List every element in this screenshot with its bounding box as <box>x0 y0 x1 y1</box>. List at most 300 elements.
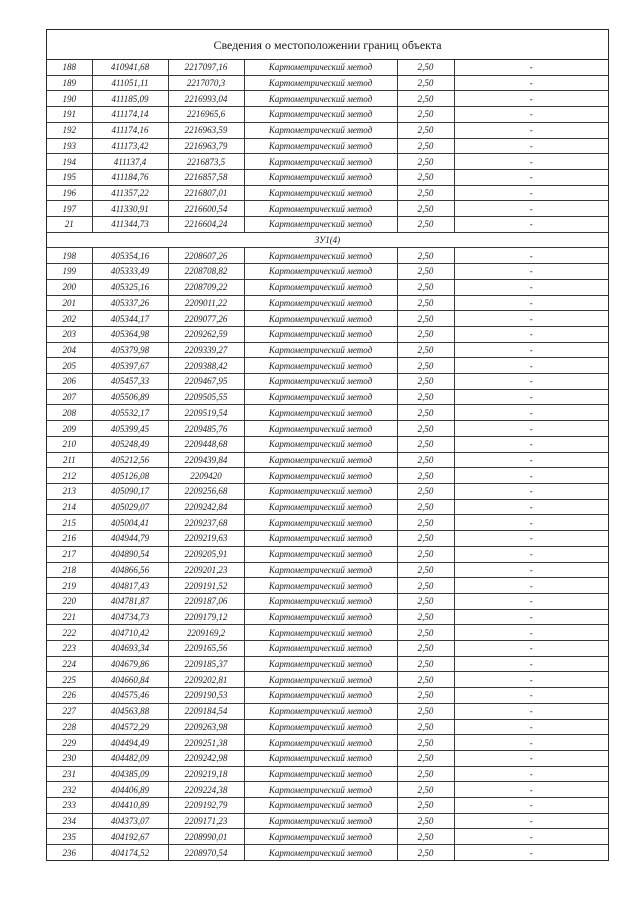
table-row <box>47 515 608 531</box>
document-frame <box>46 29 609 861</box>
point-number: 229 <box>47 735 92 751</box>
method-cell: Картометрический метод <box>244 326 397 342</box>
coord-y: 2209171,23 <box>168 813 244 829</box>
method-cell: Картометрический метод <box>244 750 397 766</box>
coord-y: 2209242,84 <box>168 499 244 515</box>
coord-y: 2209185,37 <box>168 656 244 672</box>
description-cell: - <box>454 264 608 280</box>
coord-x: 405506,89 <box>92 389 168 405</box>
coord-x: 405248,49 <box>92 436 168 452</box>
point-number: 208 <box>47 405 92 421</box>
method-cell: Картометрический метод <box>244 421 397 437</box>
method-cell: Картометрический метод <box>244 703 397 719</box>
coord-x: 405344,17 <box>92 311 168 327</box>
point-number: 207 <box>47 389 92 405</box>
point-number: 193 <box>47 138 92 154</box>
accuracy-cell: 2,50 <box>397 201 454 217</box>
description-cell: - <box>454 499 608 515</box>
table-row <box>47 405 608 421</box>
table-row <box>47 829 608 845</box>
coord-x: 404866,56 <box>92 562 168 578</box>
description-cell: - <box>454 279 608 295</box>
coord-x: 411357,22 <box>92 185 168 201</box>
point-number: 226 <box>47 688 92 704</box>
description-cell: - <box>454 389 608 405</box>
description-cell: - <box>454 248 608 264</box>
method-cell: Картометрический метод <box>244 60 397 75</box>
table-row <box>47 625 608 641</box>
accuracy-cell: 2,50 <box>397 515 454 531</box>
coord-x: 404734,73 <box>92 609 168 625</box>
accuracy-cell: 2,50 <box>397 326 454 342</box>
point-number: 222 <box>47 625 92 641</box>
table-row <box>47 641 608 657</box>
description-cell: - <box>454 703 608 719</box>
coord-x: 405532,17 <box>92 405 168 421</box>
method-cell: Картометрический метод <box>244 578 397 594</box>
coord-y: 2209169,2 <box>168 625 244 641</box>
coord-x: 404494,49 <box>92 735 168 751</box>
table-row <box>47 499 608 515</box>
accuracy-cell: 2,50 <box>397 295 454 311</box>
table-row <box>47 436 608 452</box>
coord-y: 2209263,98 <box>168 719 244 735</box>
method-cell: Картометрический метод <box>244 562 397 578</box>
coord-x: 405399,45 <box>92 421 168 437</box>
point-number: 210 <box>47 436 92 452</box>
accuracy-cell: 2,50 <box>397 641 454 657</box>
coordinates-table-body <box>47 60 608 860</box>
accuracy-cell: 2,50 <box>397 829 454 845</box>
method-cell: Картометрический метод <box>244 688 397 704</box>
coord-y: 2216604,24 <box>168 217 244 233</box>
accuracy-cell: 2,50 <box>397 374 454 390</box>
point-number: 215 <box>47 515 92 531</box>
coord-x: 404406,89 <box>92 782 168 798</box>
method-cell: Картометрический метод <box>244 515 397 531</box>
coord-y: 2216963,59 <box>168 122 244 138</box>
description-cell: - <box>454 562 608 578</box>
point-number: 194 <box>47 154 92 170</box>
description-cell: - <box>454 515 608 531</box>
description-cell: - <box>454 405 608 421</box>
description-cell: - <box>454 326 608 342</box>
coord-y: 2209485,76 <box>168 421 244 437</box>
point-number: 203 <box>47 326 92 342</box>
point-number: 202 <box>47 311 92 327</box>
coord-y: 2209202,81 <box>168 672 244 688</box>
method-cell: Картометрический метод <box>244 845 397 860</box>
coord-y: 2209251,38 <box>168 735 244 751</box>
table-row <box>47 185 608 201</box>
description-cell: - <box>454 91 608 107</box>
point-number: 198 <box>47 248 92 264</box>
table-row <box>47 107 608 123</box>
method-cell: Картометрический метод <box>244 436 397 452</box>
accuracy-cell: 2,50 <box>397 342 454 358</box>
table-row <box>47 609 608 625</box>
point-number: 211 <box>47 452 92 468</box>
coord-y: 2209201,23 <box>168 562 244 578</box>
method-cell: Картометрический метод <box>244 75 397 91</box>
description-cell: - <box>454 107 608 123</box>
description-cell: - <box>454 719 608 735</box>
accuracy-cell: 2,50 <box>397 107 454 123</box>
coord-y: 2209179,12 <box>168 609 244 625</box>
table-row <box>47 578 608 594</box>
description-cell: - <box>454 798 608 814</box>
description-cell: - <box>454 122 608 138</box>
table-row <box>47 374 608 390</box>
description-cell: - <box>454 656 608 672</box>
coord-y: 2209339,27 <box>168 342 244 358</box>
coord-x: 405457,33 <box>92 374 168 390</box>
description-cell: - <box>454 468 608 484</box>
accuracy-cell: 2,50 <box>397 468 454 484</box>
coord-x: 411185,09 <box>92 91 168 107</box>
point-number: 228 <box>47 719 92 735</box>
point-number: 205 <box>47 358 92 374</box>
method-cell: Картометрический метод <box>244 295 397 311</box>
description-cell: - <box>454 483 608 499</box>
coord-x: 405364,98 <box>92 326 168 342</box>
point-number: 219 <box>47 578 92 594</box>
coord-y: 2209205,91 <box>168 546 244 562</box>
table-row <box>47 389 608 405</box>
table-row <box>47 75 608 91</box>
coord-x: 410941,68 <box>92 60 168 75</box>
accuracy-cell: 2,50 <box>397 75 454 91</box>
description-cell: - <box>454 641 608 657</box>
method-cell: Картометрический метод <box>244 185 397 201</box>
description-cell: - <box>454 625 608 641</box>
table-row <box>47 201 608 217</box>
method-cell: Картометрический метод <box>244 91 397 107</box>
coord-y: 2216965,6 <box>168 107 244 123</box>
coord-y: 2217070,3 <box>168 75 244 91</box>
table-row <box>47 358 608 374</box>
page-title: Сведения о местоположении границ объекта <box>47 30 608 60</box>
point-number: 232 <box>47 782 92 798</box>
point-number: 233 <box>47 798 92 814</box>
point-number: 196 <box>47 185 92 201</box>
accuracy-cell: 2,50 <box>397 766 454 782</box>
description-cell: - <box>454 829 608 845</box>
method-cell: Картометрический метод <box>244 483 397 499</box>
accuracy-cell: 2,50 <box>397 138 454 154</box>
accuracy-cell: 2,50 <box>397 656 454 672</box>
point-number: 195 <box>47 169 92 185</box>
description-cell: - <box>454 452 608 468</box>
coord-y: 2216807,01 <box>168 185 244 201</box>
coord-x: 411174,16 <box>92 122 168 138</box>
coord-y: 2209388,42 <box>168 358 244 374</box>
point-number: 201 <box>47 295 92 311</box>
coord-y: 2208970,54 <box>168 845 244 860</box>
description-cell: - <box>454 358 608 374</box>
table-row <box>47 122 608 138</box>
accuracy-cell: 2,50 <box>397 217 454 233</box>
table-row <box>47 656 608 672</box>
point-number: 191 <box>47 107 92 123</box>
coord-x: 404572,29 <box>92 719 168 735</box>
method-cell: Картометрический метод <box>244 641 397 657</box>
point-number: 235 <box>47 829 92 845</box>
point-number: 218 <box>47 562 92 578</box>
coord-x: 405212,56 <box>92 452 168 468</box>
accuracy-cell: 2,50 <box>397 688 454 704</box>
table-row <box>47 138 608 154</box>
coord-x: 404192,67 <box>92 829 168 845</box>
method-cell: Картометрический метод <box>244 531 397 547</box>
accuracy-cell: 2,50 <box>397 436 454 452</box>
method-cell: Картометрический метод <box>244 279 397 295</box>
table-row <box>47 248 608 264</box>
coord-y: 2216993,04 <box>168 91 244 107</box>
coord-y: 2209077,26 <box>168 311 244 327</box>
description-cell: - <box>454 845 608 860</box>
accuracy-cell: 2,50 <box>397 499 454 515</box>
table-row <box>47 703 608 719</box>
method-cell: Картометрический метод <box>244 389 397 405</box>
accuracy-cell: 2,50 <box>397 672 454 688</box>
description-cell: - <box>454 609 608 625</box>
coord-x: 404660,84 <box>92 672 168 688</box>
coord-x: 405333,49 <box>92 264 168 280</box>
method-cell: Картометрический метод <box>244 798 397 814</box>
description-cell: - <box>454 750 608 766</box>
coord-y: 2209192,79 <box>168 798 244 814</box>
accuracy-cell: 2,50 <box>397 279 454 295</box>
accuracy-cell: 2,50 <box>397 185 454 201</box>
accuracy-cell: 2,50 <box>397 813 454 829</box>
coord-x: 411137,4 <box>92 154 168 170</box>
point-number: 217 <box>47 546 92 562</box>
table-row <box>47 845 608 860</box>
method-cell: Картометрический метод <box>244 122 397 138</box>
description-cell: - <box>454 311 608 327</box>
table-row <box>47 813 608 829</box>
accuracy-cell: 2,50 <box>397 389 454 405</box>
coord-x: 405397,67 <box>92 358 168 374</box>
table-row <box>47 326 608 342</box>
accuracy-cell: 2,50 <box>397 546 454 562</box>
accuracy-cell: 2,50 <box>397 782 454 798</box>
coord-y: 2216857,58 <box>168 169 244 185</box>
table-row <box>47 750 608 766</box>
method-cell: Картометрический метод <box>244 829 397 845</box>
description-cell: - <box>454 436 608 452</box>
coord-x: 404781,87 <box>92 593 168 609</box>
coord-y: 2208990,01 <box>168 829 244 845</box>
table-row <box>47 546 608 562</box>
coord-y: 2209237,68 <box>168 515 244 531</box>
description-cell: - <box>454 782 608 798</box>
table-row <box>47 562 608 578</box>
coord-x: 404710,42 <box>92 625 168 641</box>
description-cell: - <box>454 735 608 751</box>
table-row <box>47 452 608 468</box>
table-row <box>47 91 608 107</box>
coord-y: 2209262,59 <box>168 326 244 342</box>
coord-x: 411184,76 <box>92 169 168 185</box>
accuracy-cell: 2,50 <box>397 719 454 735</box>
accuracy-cell: 2,50 <box>397 358 454 374</box>
accuracy-cell: 2,50 <box>397 593 454 609</box>
accuracy-cell: 2,50 <box>397 531 454 547</box>
description-cell: - <box>454 688 608 704</box>
method-cell: Картометрический метод <box>244 593 397 609</box>
table-row <box>47 531 608 547</box>
accuracy-cell: 2,50 <box>397 91 454 107</box>
method-cell: Картометрический метод <box>244 107 397 123</box>
coord-y: 2209242,98 <box>168 750 244 766</box>
table-row <box>47 264 608 280</box>
accuracy-cell: 2,50 <box>397 703 454 719</box>
point-number: 227 <box>47 703 92 719</box>
point-number: 236 <box>47 845 92 860</box>
coord-y: 2216963,79 <box>168 138 244 154</box>
coord-y: 2209190,53 <box>168 688 244 704</box>
coord-x: 411344,73 <box>92 217 168 233</box>
section-label: ЗУ1(4) <box>47 232 608 248</box>
table-row <box>47 342 608 358</box>
coord-y: 2209187,06 <box>168 593 244 609</box>
accuracy-cell: 2,50 <box>397 562 454 578</box>
accuracy-cell: 2,50 <box>397 311 454 327</box>
coord-y: 2209219,63 <box>168 531 244 547</box>
coord-x: 404817,43 <box>92 578 168 594</box>
method-cell: Картометрический метод <box>244 625 397 641</box>
description-cell: - <box>454 75 608 91</box>
table-row <box>47 421 608 437</box>
accuracy-cell: 2,50 <box>397 421 454 437</box>
description-cell: - <box>454 421 608 437</box>
accuracy-cell: 2,50 <box>397 578 454 594</box>
method-cell: Картометрический метод <box>244 656 397 672</box>
coord-x: 404575,46 <box>92 688 168 704</box>
table-row <box>47 688 608 704</box>
description-cell: - <box>454 138 608 154</box>
coord-y: 2209505,55 <box>168 389 244 405</box>
description-cell: - <box>454 185 608 201</box>
coord-y: 2209439,84 <box>168 452 244 468</box>
coord-y: 2208607,26 <box>168 248 244 264</box>
coord-y: 2216600,54 <box>168 201 244 217</box>
coord-y: 2209467,95 <box>168 374 244 390</box>
method-cell: Картометрический метод <box>244 719 397 735</box>
description-cell: - <box>454 374 608 390</box>
accuracy-cell: 2,50 <box>397 625 454 641</box>
accuracy-cell: 2,50 <box>397 609 454 625</box>
coord-y: 2208709,22 <box>168 279 244 295</box>
point-number: 230 <box>47 750 92 766</box>
description-cell: - <box>454 342 608 358</box>
coord-x: 411330,91 <box>92 201 168 217</box>
point-number: 209 <box>47 421 92 437</box>
table-row <box>47 672 608 688</box>
coord-x: 404410,89 <box>92 798 168 814</box>
coord-x: 404482,09 <box>92 750 168 766</box>
method-cell: Картометрический метод <box>244 782 397 798</box>
accuracy-cell: 2,50 <box>397 248 454 264</box>
table-row <box>47 782 608 798</box>
point-number: 200 <box>47 279 92 295</box>
accuracy-cell: 2,50 <box>397 845 454 860</box>
method-cell: Картометрический метод <box>244 813 397 829</box>
description-cell: - <box>454 201 608 217</box>
coord-y: 2209011,22 <box>168 295 244 311</box>
method-cell: Картометрический метод <box>244 735 397 751</box>
description-cell: - <box>454 154 608 170</box>
accuracy-cell: 2,50 <box>397 60 454 75</box>
accuracy-cell: 2,50 <box>397 405 454 421</box>
method-cell: Картометрический метод <box>244 546 397 562</box>
accuracy-cell: 2,50 <box>397 122 454 138</box>
description-cell: - <box>454 766 608 782</box>
accuracy-cell: 2,50 <box>397 264 454 280</box>
method-cell: Картометрический метод <box>244 672 397 688</box>
coord-y: 2217097,16 <box>168 60 244 75</box>
point-number: 216 <box>47 531 92 547</box>
point-number: 206 <box>47 374 92 390</box>
table-row <box>47 311 608 327</box>
point-number: 212 <box>47 468 92 484</box>
coord-y: 2209448,68 <box>168 436 244 452</box>
method-cell: Картометрический метод <box>244 468 397 484</box>
method-cell: Картометрический метод <box>244 248 397 264</box>
point-number: 221 <box>47 609 92 625</box>
coord-x: 411173,42 <box>92 138 168 154</box>
description-cell: - <box>454 672 608 688</box>
description-cell: - <box>454 593 608 609</box>
point-number: 192 <box>47 122 92 138</box>
coord-y: 2209420 <box>168 468 244 484</box>
coord-y: 2209219,18 <box>168 766 244 782</box>
point-number: 189 <box>47 75 92 91</box>
table-row <box>47 169 608 185</box>
coord-x: 411051,11 <box>92 75 168 91</box>
coord-x: 405126,08 <box>92 468 168 484</box>
coord-x: 405090,17 <box>92 483 168 499</box>
coord-x: 405354,16 <box>92 248 168 264</box>
method-cell: Картометрический метод <box>244 154 397 170</box>
method-cell: Картометрический метод <box>244 169 397 185</box>
point-number: 188 <box>47 60 92 75</box>
coord-x: 404693,34 <box>92 641 168 657</box>
table-row <box>47 60 608 75</box>
coord-x: 405337,26 <box>92 295 168 311</box>
coord-y: 2209256,68 <box>168 483 244 499</box>
point-number: 21 <box>47 217 92 233</box>
point-number: 220 <box>47 593 92 609</box>
point-number: 234 <box>47 813 92 829</box>
description-cell: - <box>454 217 608 233</box>
table-row <box>47 766 608 782</box>
coord-x: 405029,07 <box>92 499 168 515</box>
coord-x: 404385,09 <box>92 766 168 782</box>
description-cell: - <box>454 169 608 185</box>
point-number: 224 <box>47 656 92 672</box>
point-number: 231 <box>47 766 92 782</box>
description-cell: - <box>454 813 608 829</box>
method-cell: Картометрический метод <box>244 499 397 515</box>
coord-y: 2216873,5 <box>168 154 244 170</box>
method-cell: Картометрический метод <box>244 201 397 217</box>
table-row <box>47 735 608 751</box>
table-row <box>47 217 608 233</box>
table-row <box>47 798 608 814</box>
